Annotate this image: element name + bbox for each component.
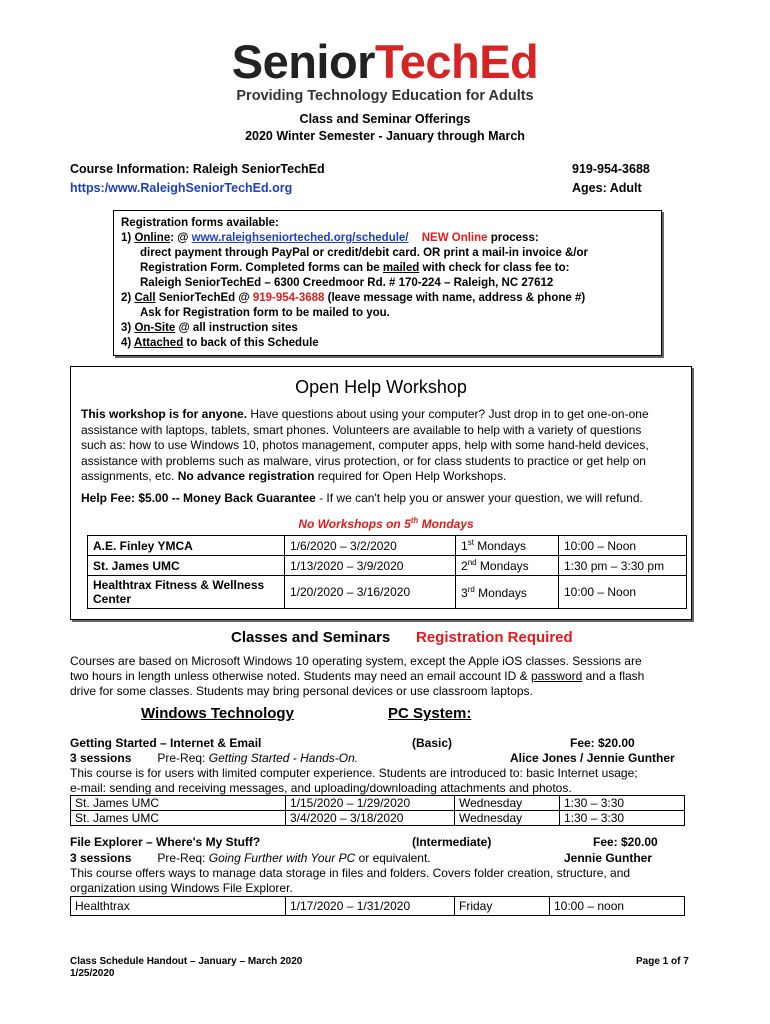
- tagline: Providing Technology Education for Adults: [236, 88, 534, 104]
- text: SeniorTechEd @: [155, 292, 253, 304]
- registration-required: Registration Required: [416, 629, 573, 646]
- footer-date: 1/25/2020: [70, 968, 115, 979]
- page-title: Class and Seminar Offerings: [299, 112, 471, 126]
- process-text: process:: [487, 232, 539, 244]
- registration-item-1: [121, 231, 539, 246]
- text: 3: [461, 585, 468, 600]
- site-cell: St. James UMC: [88, 556, 285, 576]
- day-cell: [456, 556, 559, 576]
- footer-handout: Class Schedule Handout – January – March 2020: [70, 956, 303, 967]
- site-cell: A.E. Finley YMCA: [88, 536, 285, 556]
- course-1-desc-2: e-mail: sending and receiving messages, and uploading/downloading attachments and photos.: [70, 781, 572, 795]
- workshop-table: [87, 535, 687, 609]
- course-info-url[interactable]: https:/www.RaleighSeniorTechEd.org: [70, 181, 293, 195]
- item-number: 4): [121, 337, 132, 349]
- course-info-label: Course Information: Raleigh SeniorTechEd: [70, 162, 325, 176]
- ordinal-suffix: rd: [467, 584, 475, 594]
- text: No Workshops on 5: [298, 517, 411, 531]
- phone-number: 919-954-3688: [252, 292, 325, 304]
- course-1-fee: Fee: $20.00: [570, 736, 635, 750]
- table-row: [88, 576, 687, 609]
- prereq-label: Pre-Req:: [157, 751, 209, 765]
- new-online-label: NEW Online: [421, 232, 488, 244]
- text: Mondays: [474, 585, 527, 600]
- fee-label: Help Fee: $5.00 -- Money Back Guarantee: [81, 491, 316, 505]
- open-help-title: Open Help Workshop: [295, 377, 467, 397]
- table-row: [88, 556, 687, 576]
- day-cell: Wednesday: [455, 796, 560, 811]
- registration-item-4: [121, 336, 319, 351]
- time-cell: 10:00 – Noon: [559, 536, 687, 556]
- table-row: [88, 536, 687, 556]
- day-cell: [456, 576, 559, 609]
- text: Courses are based on Microsoft Windows 10 operating system, except the Apple iOS classes. Sessions are: [70, 654, 642, 668]
- course-info-ages: Ages: Adult: [572, 181, 642, 195]
- day-cell: [456, 536, 559, 556]
- bold-text: No advance registration: [177, 469, 315, 483]
- dates-cell: 1/13/2020 – 3/9/2020: [285, 556, 456, 576]
- open-help-description: [81, 407, 691, 485]
- text: or equivalent.: [355, 851, 431, 865]
- registration-box: [113, 210, 662, 356]
- text: 1: [461, 539, 468, 553]
- bold-text: This workshop is for anyone.: [81, 407, 248, 421]
- time-cell: 1:30 pm – 3:30 pm: [559, 556, 687, 576]
- no-workshops-note: [81, 513, 691, 533]
- text: Mondays: [418, 517, 474, 531]
- password-text: password: [530, 669, 583, 683]
- table-row: [71, 796, 685, 811]
- time-cell: 1:30 – 3:30: [560, 796, 685, 811]
- table-row: [71, 811, 685, 826]
- item-number: 2): [121, 292, 132, 304]
- text: to back of this Schedule: [183, 337, 319, 349]
- registration-item-3: [121, 321, 298, 336]
- ordinal-suffix: th: [410, 516, 419, 525]
- time-cell: 1:30 – 3:30: [560, 811, 685, 826]
- day-cell: Friday: [455, 897, 550, 916]
- prereq-course: Going Further with Your PC: [208, 851, 356, 865]
- course-1-desc-1: This course is for users with limited computer experience. Students are introduced to: basic Internet usage;: [70, 766, 638, 780]
- prereq-course: Getting Started - Hands-On.: [208, 751, 359, 765]
- text: two hours in length unless otherwise noted. Students may need an email account ID &: [70, 669, 531, 683]
- table-row: [71, 897, 685, 916]
- item-number: 1): [121, 232, 132, 244]
- site-cell: Healthtrax Fitness & Wellness Center: [88, 576, 285, 609]
- at-text: : @: [170, 232, 192, 244]
- registration-item-2-line-2: Ask for Registration form to be mailed to you.: [140, 307, 390, 319]
- onsite-label: On-Site: [134, 322, 176, 334]
- text: Mondays: [473, 539, 526, 553]
- dates-cell: 1/17/2020 – 1/31/2020: [286, 897, 455, 916]
- logo-senior: Senior: [231, 35, 375, 88]
- text: Mondays: [476, 559, 529, 573]
- registration-item-1-line-2: direct payment through PayPal or credit/debit card. OR print a mail-in invoice &/or: [140, 247, 588, 259]
- text: required for Open Help Workshops.: [314, 469, 507, 483]
- text: such as: how to use Windows 10, photos management, computer apps, help with some hand-held devices,: [81, 438, 649, 452]
- online-label: Online: [134, 232, 171, 244]
- site-cell: Healthtrax: [71, 897, 286, 916]
- logo: [0, 34, 770, 90]
- text: drive for some classes. Students may bring personal devices or use classroom laptops.: [70, 684, 533, 698]
- text: with check for class fee to:: [419, 262, 570, 274]
- dates-cell: 3/4/2020 – 3/18/2020: [286, 811, 455, 826]
- time-cell: 10:00 – noon: [550, 897, 685, 916]
- page-number: Page 1 of 7: [636, 956, 689, 967]
- classes-heading: Classes and Seminars: [231, 629, 391, 646]
- registration-item-1-line-3: [140, 261, 569, 276]
- dates-cell: 1/6/2020 – 3/2/2020: [285, 536, 456, 556]
- text: assistance with laptops, tablets: [81, 422, 247, 437]
- course-2-table: [70, 896, 685, 916]
- dates-cell: 1/20/2020 – 3/16/2020: [285, 576, 456, 609]
- registration-heading: Registration forms available:: [121, 217, 279, 229]
- text: , smart phones. Volunteers are available to help with a variety of questions: [246, 422, 642, 437]
- course-1-title: Getting Started – Internet & Email: [70, 736, 262, 750]
- text: 2: [461, 559, 468, 573]
- registration-item-2: [121, 291, 585, 306]
- open-help-box: [70, 366, 692, 620]
- dates-cell: 1/15/2020 – 1/29/2020: [286, 796, 455, 811]
- course-2-prereq-line: [70, 851, 431, 866]
- schedule-link[interactable]: www.raleighseniorteched.org/schedule/: [191, 232, 409, 244]
- ordinal-suffix: st: [467, 538, 474, 547]
- course-1-prereq-line: [70, 751, 358, 766]
- logo-teched: TechEd: [374, 35, 539, 88]
- text: @ all instruction sites: [175, 322, 298, 334]
- ordinal-suffix: nd: [467, 558, 477, 567]
- fee-text: - If we can't help you or answer your question, we will refund.: [315, 491, 643, 505]
- item-number: 3): [121, 322, 132, 334]
- text: and a flash: [582, 669, 645, 683]
- text: (leave message with name, address & phone #): [324, 292, 586, 304]
- mailing-address: Raleigh SeniorTechEd – 6300 Creedmoor Rd. # 170-224 – Raleigh, NC 27612: [140, 277, 554, 289]
- call-label: Call: [134, 292, 156, 304]
- course-1-table: [70, 795, 685, 826]
- help-fee: [81, 491, 691, 507]
- pc-system-heading: PC System:: [388, 705, 472, 722]
- attached-label: Attached: [134, 337, 184, 349]
- text: assignments, etc.: [81, 469, 178, 483]
- text: Have questions about using your computer? Just drop in to get one-on-one: [247, 407, 649, 421]
- site-cell: St. James UMC: [71, 811, 286, 826]
- course-2-fee: Fee: $20.00: [593, 835, 658, 849]
- time-cell: 10:00 – Noon: [559, 576, 687, 609]
- page-subtitle: 2020 Winter Semester - January through March: [245, 129, 525, 143]
- course-2-instructors: Jennie Gunther: [564, 851, 653, 865]
- course-2-desc-1: This course offers ways to manage data storage in files and folders. Covers folder creation, structure, and: [70, 866, 631, 880]
- classes-intro: [70, 654, 690, 699]
- course-2-desc-2: organization using Windows File Explorer.: [70, 881, 293, 895]
- course-info-phone: 919-954-3688: [572, 162, 650, 176]
- day-cell: Wednesday: [455, 811, 560, 826]
- text: assistance with problems such as malware, virus protection, or for class students to practice or get help on: [81, 453, 646, 468]
- windows-technology-heading: Windows Technology: [141, 705, 294, 722]
- course-1-instructors: Alice Jones / Jennie Gunther: [510, 751, 675, 765]
- course-1-level: (Basic): [412, 736, 453, 750]
- course-2-level: (Intermediate): [412, 835, 492, 849]
- course-2-title: File Explorer – Where's My Stuff?: [70, 835, 261, 849]
- sessions: 3 sessions: [70, 751, 132, 765]
- text: Registration Form. Completed forms can be: [140, 262, 383, 274]
- mailed-text: mailed: [382, 262, 420, 274]
- sessions: 3 sessions: [70, 851, 132, 865]
- prereq-label: Pre-Req:: [157, 851, 209, 865]
- site-cell: St. James UMC: [71, 796, 286, 811]
